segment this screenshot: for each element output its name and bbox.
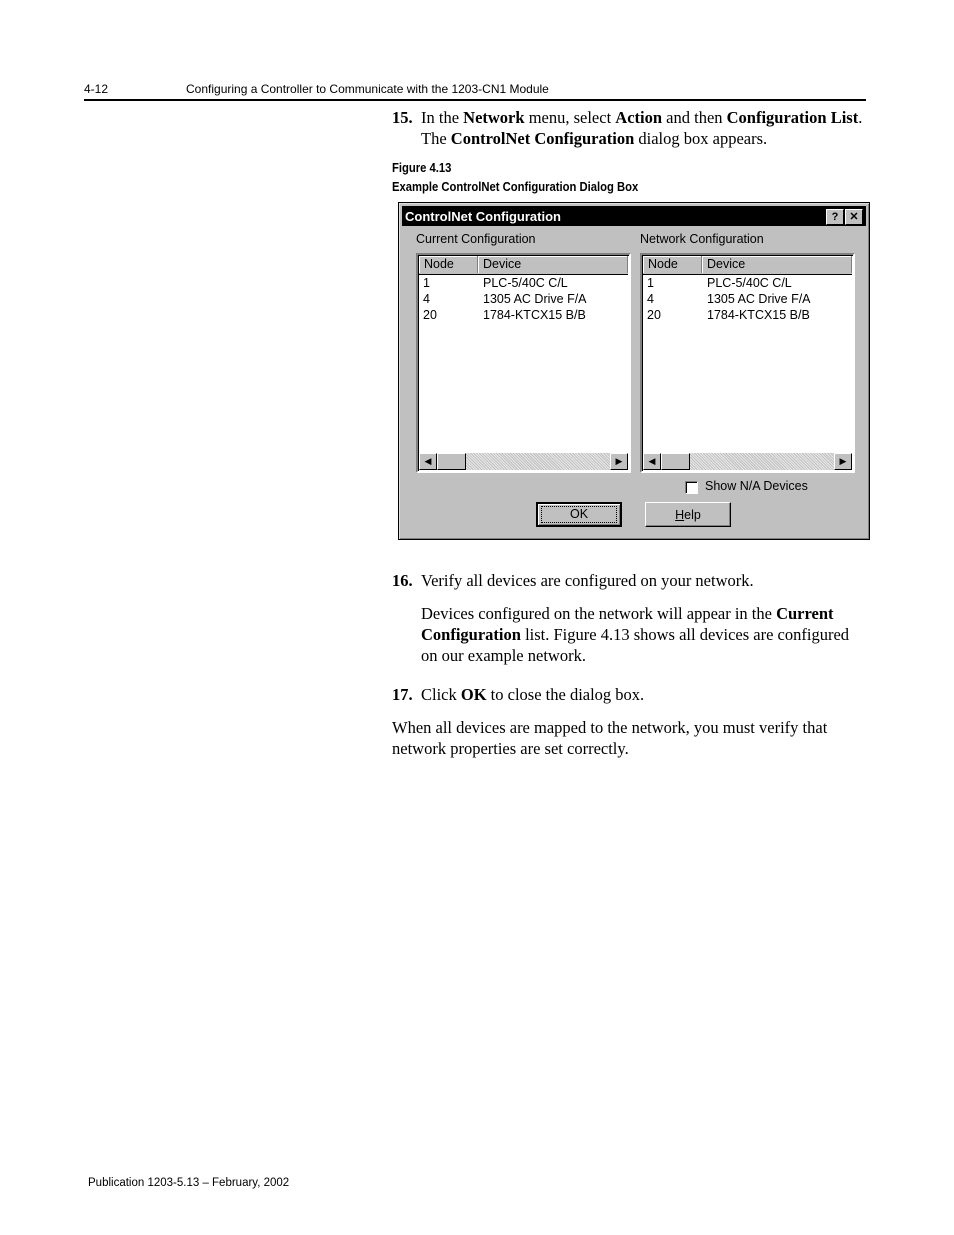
chapter-title: Configuring a Controller to Communicate with the 1203-CN1 Module — [186, 82, 549, 96]
controlnet-configuration-dialog — [398, 202, 870, 540]
step-15 — [392, 107, 866, 149]
help-button[interactable]: Help — [645, 502, 731, 527]
column-header-device[interactable]: Device — [702, 256, 852, 273]
page-header — [84, 80, 866, 101]
column-header-node[interactable]: Node — [419, 256, 478, 273]
current-configuration-list[interactable]: Node Device 1 PLC-5/40C C/L 4 1305 AC Drive F/A 20 1784-KTCX15 B/B ◀ ▶ — [416, 253, 631, 473]
scroll-right-icon[interactable]: ▶ — [834, 453, 852, 470]
dialog-titlebar — [402, 206, 866, 226]
scroll-left-icon[interactable]: ◀ — [643, 453, 661, 470]
step-number: 15. — [392, 108, 413, 127]
horizontal-scrollbar[interactable] — [419, 453, 628, 470]
publication-footer: Publication 1203-5.13 – February, 2002 — [88, 1177, 290, 1189]
scroll-thumb[interactable] — [437, 453, 466, 470]
step-text: Verify all devices are configured on your network. — [421, 571, 754, 590]
step-16-detail: Devices configured on the network will appear in the Current Configuration list. Figure 4.13 shows all devices are configured on our example network. — [421, 604, 850, 665]
page-number: 4-12 — [84, 82, 109, 96]
closing-paragraph: When all devices are mapped to the network, you must verify that network properties are set correctly. — [392, 718, 828, 758]
step-text: In the Network menu, select Action and then Configuration List. The ControlNet Configuration dialog box appears. — [421, 108, 863, 148]
current-configuration-label: Current Configuration — [416, 232, 536, 246]
show-na-devices-label[interactable]: Show N/A Devices — [705, 479, 808, 493]
step-16 — [392, 570, 866, 591]
column-header-device[interactable]: Device — [478, 256, 628, 273]
dialog-title: ControlNet Configuration — [405, 209, 561, 224]
figure-number: Figure 4.13 — [392, 161, 452, 175]
step-number: 16. — [392, 571, 413, 590]
list-header — [419, 256, 628, 275]
network-configuration-list[interactable]: Node Device 1 PLC-5/40C C/L 4 1305 AC Drive F/A 20 1784-KTCX15 B/B ◀ ▶ — [640, 253, 855, 473]
close-icon[interactable]: ✕ — [845, 209, 863, 225]
step-number: 17. — [392, 685, 413, 704]
scroll-right-icon[interactable]: ▶ — [610, 453, 628, 470]
step-text: Click OK to close the dialog box. — [421, 685, 645, 704]
show-na-devices-checkbox[interactable] — [685, 481, 698, 494]
network-configuration-label: Network Configuration — [640, 232, 764, 246]
horizontal-scrollbar[interactable] — [643, 453, 852, 470]
ok-button[interactable]: OK — [536, 502, 622, 527]
step-17 — [392, 684, 866, 705]
list-header — [643, 256, 852, 275]
figure-caption: Example ControlNet Configuration Dialog Box — [392, 180, 639, 194]
scroll-left-icon[interactable]: ◀ — [419, 453, 437, 470]
help-icon[interactable]: ? — [826, 209, 844, 225]
scroll-thumb[interactable] — [661, 453, 690, 470]
column-header-node[interactable]: Node — [643, 256, 702, 273]
